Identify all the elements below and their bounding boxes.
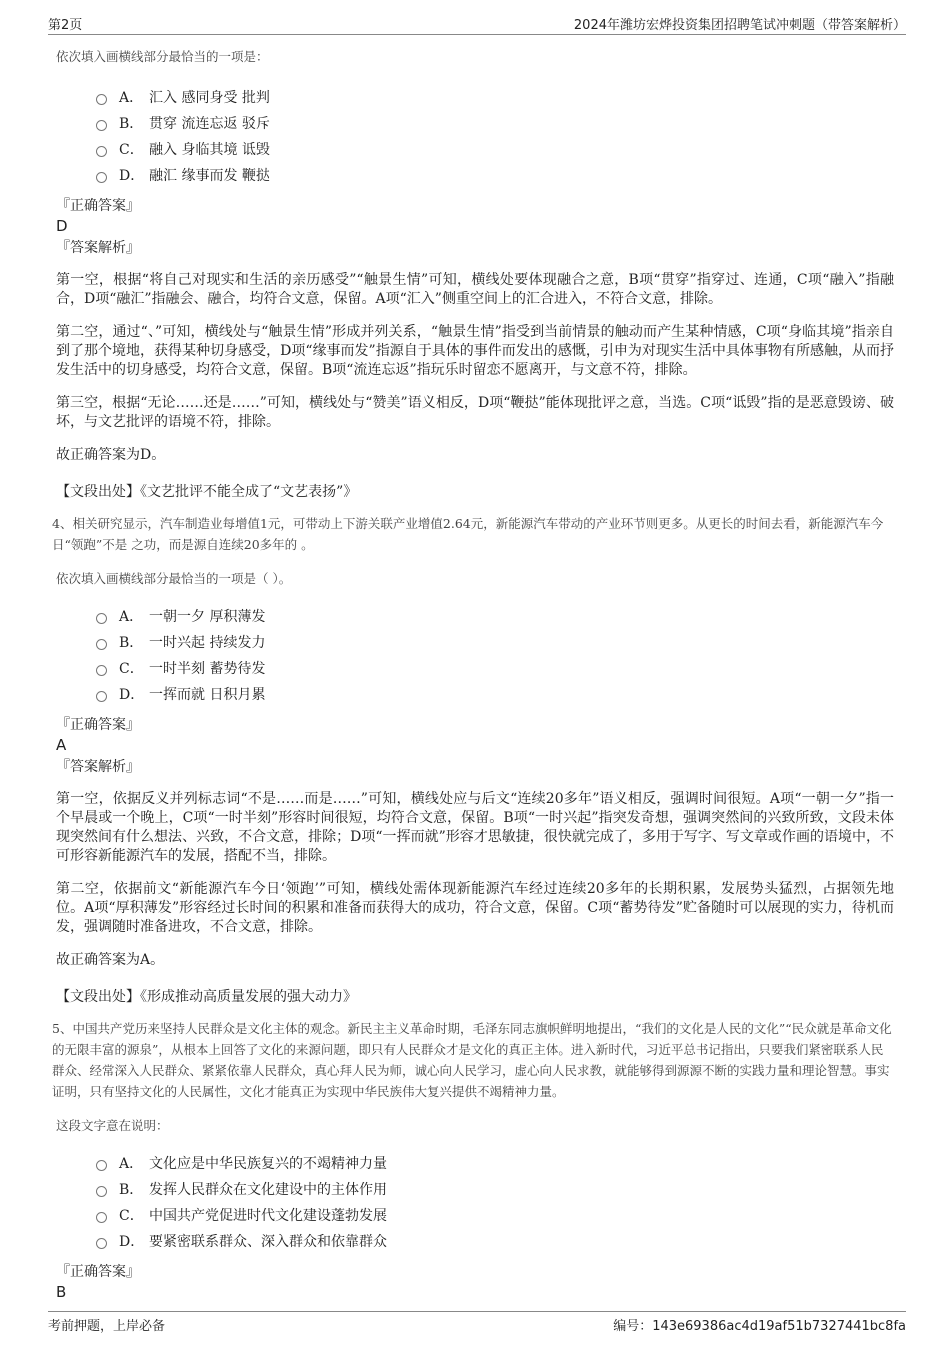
radio-icon[interactable] — [96, 1160, 107, 1171]
radio-icon[interactable] — [96, 1238, 107, 1249]
option-c[interactable]: C． 中国共产党促进时代文化建设蓬勃发展 — [96, 1202, 894, 1228]
analysis-paragraph: 第二空，通过“、”可知，横线处与“触景生情”形成并列关系，“触景生情”指受到当前情景的触动而产生某种情感，C项“身临其境”指亲自到了那个境地，获得某种切身感受，D项“缘事而发”指源自于具体的事件而发出的感慨，引申为对现实生活中具体事物有所感触，从而抒发生活中的切身感受，均符合文意，保留。B项“流连忘返”指玩乐时留恋不愿离开，与文意不符，排除。 — [56, 324, 894, 378]
analysis-paragraph: 第一空，依据反义并列标志词“不是……而是……”可知，横线处应与后文“连续20多年”语义相反，强调时间很短。A项“一朝一夕”指一个早晨或一个晚上，C项“一时半刻”形容时间很短，均符合文意，保留。B项“一时兴起”指突发奇想，强调突然间的兴致所致，文段未体现突然间有什么想法、兴致，不合文意，排除；D项“一挥而就”形容才思敏捷，很快就完成了，多用于写字、写文章或作画的语境中，不可形容新能源汽车的发展，搭配不当，排除。 — [56, 791, 894, 864]
option-a[interactable]: A． 文化应是中华民族复兴的不竭精神力量 — [96, 1150, 894, 1176]
passage-source: 【文段出处】《文艺批评不能全成了“文艺表扬”》 — [56, 484, 358, 500]
radio-icon[interactable] — [96, 1212, 107, 1223]
option-d[interactable]: D． 融汇 缘事而发 鞭挞 — [96, 162, 894, 188]
question-4 — [52, 513, 894, 1006]
option-c[interactable]: C． 融入 身临其境 诋毁 — [96, 136, 894, 162]
page-number: 第2页 — [48, 18, 83, 33]
question-stem: 4、相关研究显示，汽车制造业每增值1元，可带动上下游关联产业增值2.64元，新能源汽车带动的产业环节则更多。从更长的时间去看，新能源汽车今日“领跑”不是 之功，而是源自连续20多年的 。 — [52, 516, 884, 552]
question-prompt: 这段文字意在说明： — [56, 1118, 169, 1133]
question-stem: 5、中国共产党历来坚持人民群众是文化主体的观念。新民主主义革命时期，毛泽东同志旗帜鲜明地提出，“我们的文化是人民的文化”“民众就是革命文化的无限丰富的源泉”，从根本上回答了文化的来源问题，即只有人民群众才是文化的真正主体。进入新时代，习近平总书记指出，只要我们紧密联系人民群众、经常深入人民群众、紧紧依靠人民群众，真心拜人民为师，诚心向人民学习，虚心向人民求教，就能够得到源源不断的实践力量和理论智慧。事实证明，只有坚持文化的人民属性，文化才能真正为实现中华民族伟大复兴提供不竭精神力量。 — [52, 1021, 892, 1099]
answer-label: 『正确答案』 — [56, 717, 140, 733]
document-id: 编号：143e69386ac4d19af51b7327441bc8fa — [613, 1319, 906, 1334]
analysis-conclusion: 故正确答案为D。 — [56, 447, 166, 463]
option-b[interactable]: B． 一时兴起 持续发力 — [96, 629, 894, 655]
radio-icon[interactable] — [96, 172, 107, 183]
page-content — [52, 38, 894, 1302]
radio-icon[interactable] — [96, 146, 107, 157]
correct-answer: D — [56, 217, 68, 235]
radio-icon[interactable] — [96, 120, 107, 131]
option-b[interactable]: B． 发挥人民群众在文化建设中的主体作用 — [96, 1176, 894, 1202]
option-list — [96, 603, 894, 707]
option-b[interactable]: B． 贯穿 流连忘返 驳斥 — [96, 110, 894, 136]
analysis-paragraph: 第二空，依据前文“新能源汽车今日‘领跑’”可知，横线处需体现新能源汽车经过连续20多年的长期积累，发展势头猛烈，占据领先地位。A项“厚积薄发”形容经过长时间的积累和准备而获得大的成功，符合文意，保留。C项“蓄势待发”贮备随时可以展现的实力，待机而发，强调随时准备进攻，不合文意，排除。 — [56, 881, 894, 935]
radio-icon[interactable] — [96, 613, 107, 624]
correct-answer: B — [56, 1283, 67, 1301]
radio-icon[interactable] — [96, 1186, 107, 1197]
radio-icon[interactable] — [96, 94, 107, 105]
option-list — [96, 84, 894, 188]
option-d[interactable]: D． 要紧密联系群众、深入群众和依靠群众 — [96, 1228, 894, 1254]
radio-icon[interactable] — [96, 639, 107, 650]
option-d[interactable]: D． 一挥而就 日积月累 — [96, 681, 894, 707]
footer-slogan: 考前押题，上岸必备 — [48, 1319, 166, 1334]
option-a[interactable]: A． 汇入 感同身受 批判 — [96, 84, 894, 110]
analysis-conclusion: 故正确答案为A。 — [56, 952, 165, 968]
page-footer — [48, 1311, 906, 1336]
option-a[interactable]: A． 一朝一夕 厚积薄发 — [96, 603, 894, 629]
option-list — [96, 1150, 894, 1254]
option-c[interactable]: C． 一时半刻 蓄势待发 — [96, 655, 894, 681]
document-title: 2024年潍坊宏烨投资集团招聘笔试冲刺题（带答案解析） — [573, 18, 906, 33]
question-prompt: 依次填入画横线部分最恰当的一项是（ ）。 — [56, 571, 292, 586]
page-header — [48, 12, 906, 35]
radio-icon[interactable] — [96, 691, 107, 702]
passage-source: 【文段出处】《形成推动高质量发展的强大动力》 — [56, 989, 357, 1005]
question-3 — [56, 47, 894, 501]
answer-label: 『正确答案』 — [56, 198, 140, 214]
radio-icon[interactable] — [96, 665, 107, 676]
answer-label: 『正确答案』 — [56, 1264, 140, 1280]
question-5 — [52, 1018, 894, 1302]
analysis-label: 『答案解析』 — [56, 240, 140, 256]
correct-answer: A — [56, 736, 67, 754]
analysis-label: 『答案解析』 — [56, 759, 140, 775]
analysis-paragraph: 第三空，根据“无论……还是……”可知，横线处与“赞美”语义相反，D项“鞭挞”能体现批评之意，当选。C项“诋毁”指的是恶意毁谤、破坏，与文艺批评的语境不符，排除。 — [56, 395, 894, 430]
question-prompt: 依次填入画横线部分最恰当的一项是： — [56, 49, 269, 64]
analysis-paragraph: 第一空，根据“将自己对现实和生活的亲历感受”“触景生情”可知，横线处要体现融合之意，B项“贯穿”指穿过、连通，C项“融入”指融合，D项“融汇”指融会、融合，均符合文意，保留。A项“汇入”侧重空间上的汇合进入，不符合文意，排除。 — [56, 272, 894, 307]
